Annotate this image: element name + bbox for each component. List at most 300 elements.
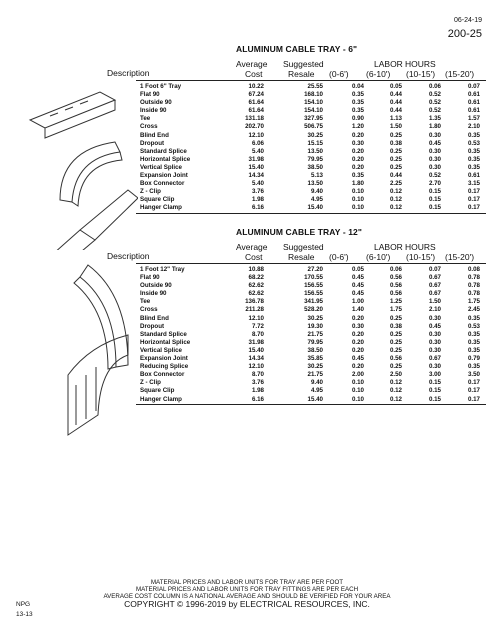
labor-6-10: 0.44 <box>389 99 402 107</box>
col-suggested: Suggested <box>283 242 324 252</box>
labor-10-15: 0.15 <box>428 395 441 403</box>
labor-0-6: 0.20 <box>351 346 364 354</box>
labor-15-20: 0.35 <box>467 363 480 371</box>
item-description: Hanger Clamp <box>140 204 182 212</box>
col-suggested: Suggested <box>283 59 324 69</box>
col-resale: Resale <box>288 252 315 262</box>
labor-0-6: 1.20 <box>351 123 364 131</box>
item-description: Standard Splice <box>140 330 187 338</box>
item-description: Horizontal Splice <box>140 338 191 346</box>
labor-0-6: 0.10 <box>351 188 364 196</box>
labor-10-15: 0.30 <box>428 346 441 354</box>
labor-15-20: 0.17 <box>467 204 480 212</box>
suggested-resale: 4.95 <box>310 196 323 204</box>
labor-10-15: 0.45 <box>428 322 441 330</box>
table-header <box>107 58 486 80</box>
item-description: Outside 90 <box>140 282 172 290</box>
labor-6-10: 0.12 <box>389 188 402 196</box>
item-description: Standard Splice <box>140 147 187 155</box>
suggested-resale: 168.10 <box>304 91 323 99</box>
table-row <box>138 156 486 164</box>
table-row <box>138 99 486 107</box>
average-cost: 8.70 <box>251 371 264 379</box>
copyright: COPYRIGHT © 1996-2019 by ELECTRICAL RESOURCES, INC. <box>124 598 370 609</box>
labor-15-20: 0.35 <box>467 163 480 171</box>
labor-10-15: 0.30 <box>428 330 441 338</box>
labor-10-15: 3.00 <box>428 371 441 379</box>
labor-15-20: 0.61 <box>467 172 480 180</box>
item-description: Expansion Joint <box>140 355 188 363</box>
labor-10-15: 0.30 <box>428 163 441 171</box>
table-6in <box>107 58 486 214</box>
labor-15-20: 1.57 <box>467 115 480 123</box>
col-description: Description <box>107 68 150 78</box>
labor-15-20: 0.35 <box>467 314 480 322</box>
item-description: Cross <box>140 306 158 314</box>
labor-6-10: 0.38 <box>389 139 402 147</box>
suggested-resale: 9.40 <box>310 379 323 387</box>
labor-6-10: 0.12 <box>389 387 402 395</box>
table-row <box>138 396 486 404</box>
labor-6-10: 0.56 <box>389 274 402 282</box>
labor-15-20: 0.17 <box>467 379 480 387</box>
labor-10-15: 0.15 <box>428 379 441 387</box>
labor-6-10: 0.56 <box>389 355 402 363</box>
labor-10-15: 0.30 <box>428 363 441 371</box>
item-description: Expansion Joint <box>140 172 188 180</box>
item-description: Dropout <box>140 139 165 147</box>
table-row <box>138 140 486 148</box>
table-row <box>138 148 486 156</box>
table-row <box>138 83 486 91</box>
labor-10-15: 2.10 <box>428 306 441 314</box>
average-cost: 15.40 <box>248 346 264 354</box>
page-number: 200-25 <box>447 28 482 40</box>
labor-15-20: 0.53 <box>467 322 480 330</box>
labor-6-10: 0.25 <box>389 363 402 371</box>
labor-10-15: 0.30 <box>428 338 441 346</box>
item-description: 1 Foot 6" Tray <box>140 83 182 90</box>
suggested-resale: 156.55 <box>304 282 323 290</box>
suggested-resale: 38.50 <box>307 163 323 171</box>
table-row <box>138 164 486 172</box>
item-description: Vertical Splice <box>140 163 182 171</box>
suggested-resale: 4.95 <box>310 387 323 395</box>
labor-15-20: 0.17 <box>467 196 480 204</box>
labor-10-15: 0.67 <box>428 290 441 298</box>
labor-15-20: 0.79 <box>467 355 480 363</box>
labor-0-6: 0.35 <box>351 99 364 107</box>
col-range-0-6: (0-6') <box>329 252 349 262</box>
col-labor: LABOR <box>374 59 403 69</box>
labor-0-6: 0.30 <box>351 139 364 147</box>
item-description: Square Clip <box>140 387 175 395</box>
labor-15-20: 0.35 <box>467 346 480 354</box>
labor-0-6: 1.40 <box>351 306 364 314</box>
item-description: Flat 90 <box>140 91 160 99</box>
labor-6-10: 1.75 <box>389 306 402 314</box>
labor-0-6: 0.20 <box>351 155 364 163</box>
labor-15-20: 0.07 <box>467 83 480 90</box>
col-hours: HOURS <box>405 59 436 69</box>
labor-6-10: 0.25 <box>389 330 402 338</box>
col-resale: Resale <box>288 69 315 79</box>
average-cost: 6.16 <box>251 204 264 212</box>
average-cost: 61.64 <box>248 107 264 115</box>
labor-10-15: 1.50 <box>428 298 441 306</box>
labor-10-15: 0.30 <box>428 314 441 322</box>
tray-12in-illustration <box>28 255 138 445</box>
average-cost: 3.76 <box>251 188 264 196</box>
labor-0-6: 0.10 <box>351 395 364 403</box>
labor-0-6: 0.10 <box>351 204 364 212</box>
table-row <box>138 363 486 371</box>
labor-0-6: 0.04 <box>351 83 364 90</box>
labor-15-20: 0.35 <box>467 147 480 155</box>
table-body <box>138 81 486 213</box>
average-cost: 1.98 <box>251 387 264 395</box>
labor-15-20: 0.35 <box>467 338 480 346</box>
average-cost: 6.06 <box>251 139 264 147</box>
labor-6-10: 0.25 <box>389 314 402 322</box>
table-row <box>138 347 486 355</box>
labor-15-20: 0.35 <box>467 155 480 163</box>
suggested-resale: 15.40 <box>307 395 323 403</box>
labor-0-6: 0.90 <box>351 115 364 123</box>
labor-10-15: 1.80 <box>428 123 441 131</box>
labor-15-20: 0.78 <box>467 282 480 290</box>
table-row <box>138 107 486 115</box>
table-row <box>138 188 486 196</box>
labor-15-20: 2.45 <box>467 306 480 314</box>
npg-label: NPG <box>16 601 31 608</box>
table-row <box>138 123 486 131</box>
average-cost: 67.24 <box>248 91 264 99</box>
labor-15-20: 0.17 <box>467 188 480 196</box>
item-description: Tee <box>140 115 151 123</box>
labor-6-10: 0.44 <box>389 91 402 99</box>
table-row <box>138 115 486 123</box>
average-cost: 5.40 <box>251 180 264 188</box>
table-row <box>138 298 486 306</box>
col-description: Description <box>107 251 150 261</box>
col-average: Average <box>236 59 268 69</box>
suggested-resale: 506.75 <box>304 123 323 131</box>
labor-0-6: 0.35 <box>351 107 364 115</box>
item-description: Blind End <box>140 314 169 322</box>
labor-10-15: 0.67 <box>428 282 441 290</box>
table-row <box>138 379 486 387</box>
table-row <box>138 290 486 298</box>
labor-10-15: 1.35 <box>428 115 441 123</box>
labor-6-10: 0.12 <box>389 379 402 387</box>
labor-6-10: 2.50 <box>389 371 402 379</box>
table-row <box>138 339 486 347</box>
labor-15-20: 0.61 <box>467 99 480 107</box>
labor-0-6: 0.20 <box>351 147 364 155</box>
suggested-resale: 38.50 <box>307 346 323 354</box>
suggested-resale: 79.95 <box>307 338 323 346</box>
col-range-6-10: (6-10') <box>366 252 391 262</box>
labor-6-10: 0.25 <box>389 147 402 155</box>
item-description: Horizontal Splice <box>140 155 191 163</box>
item-description: Square Clip <box>140 196 175 204</box>
labor-15-20: 1.75 <box>467 298 480 306</box>
labor-6-10: 0.25 <box>389 163 402 171</box>
labor-0-6: 0.20 <box>351 330 364 338</box>
average-cost: 61.64 <box>248 99 264 107</box>
suggested-resale: 341.95 <box>304 298 323 306</box>
labor-6-10: 1.50 <box>389 123 402 131</box>
labor-0-6: 0.20 <box>351 314 364 322</box>
suggested-resale: 5.13 <box>310 172 323 180</box>
labor-6-10: 0.56 <box>389 282 402 290</box>
labor-0-6: 0.10 <box>351 196 364 204</box>
labor-0-6: 0.35 <box>351 91 364 99</box>
labor-6-10: 0.12 <box>389 395 402 403</box>
average-cost: 12.10 <box>248 314 264 322</box>
table-row <box>138 196 486 204</box>
suggested-resale: 154.10 <box>304 99 323 107</box>
average-cost: 131.18 <box>245 115 264 123</box>
table-body <box>138 264 486 404</box>
labor-10-15: 0.15 <box>428 196 441 204</box>
labor-10-15: 0.15 <box>428 387 441 395</box>
average-cost: 62.62 <box>248 282 264 290</box>
table-row <box>138 331 486 339</box>
labor-10-15: 0.67 <box>428 274 441 282</box>
suggested-resale: 35.85 <box>307 355 323 363</box>
average-cost: 68.22 <box>248 274 264 282</box>
suggested-resale: 19.30 <box>307 322 323 330</box>
footer-note-2: MATERIAL PRICES AND LABOR UNITS FOR TRAY FITTINGS ARE PER EACH <box>135 586 359 594</box>
labor-15-20: 0.61 <box>467 107 480 115</box>
labor-0-6: 1.80 <box>351 180 364 188</box>
labor-0-6: 0.45 <box>351 282 364 290</box>
item-description: Vertical Splice <box>140 346 182 354</box>
suggested-resale: 154.10 <box>304 107 323 115</box>
table-row <box>138 274 486 282</box>
average-cost: 10.88 <box>248 266 264 273</box>
item-description: Dropout <box>140 322 165 330</box>
labor-6-10: 0.25 <box>389 155 402 163</box>
labor-15-20: 0.35 <box>467 330 480 338</box>
item-description: Z - Clip <box>140 379 161 387</box>
footer-note-3: AVERAGE COST COLUMN IS A NATIONAL AVERAGE AND SHOULD BE VERIFIED FOR YOUR AREA <box>103 593 391 601</box>
col-range-6-10: (6-10') <box>366 69 391 79</box>
table-header <box>107 241 486 263</box>
table-row <box>138 371 486 379</box>
labor-15-20: 0.17 <box>467 387 480 395</box>
labor-10-15: 0.15 <box>428 188 441 196</box>
table-row <box>138 323 486 331</box>
item-description: Z - Clip <box>140 188 161 196</box>
col-cost: Cost <box>245 252 263 262</box>
item-description: Inside 90 <box>140 290 167 298</box>
average-cost: 202.70 <box>245 123 264 131</box>
table-row <box>138 282 486 290</box>
col-range-10-15: (10-15') <box>406 252 436 262</box>
table-12in <box>107 241 486 405</box>
suggested-resale: 528.20 <box>304 306 323 314</box>
average-cost: 14.34 <box>248 355 264 363</box>
average-cost: 14.34 <box>248 172 264 180</box>
item-description: Blind End <box>140 131 169 139</box>
labor-10-15: 0.52 <box>428 91 441 99</box>
footer-notes <box>0 579 494 608</box>
labor-15-20: 0.17 <box>467 395 480 403</box>
labor-0-6: 0.45 <box>351 290 364 298</box>
labor-6-10: 0.56 <box>389 290 402 298</box>
item-description: Tee <box>140 298 151 306</box>
average-cost: 8.70 <box>251 330 264 338</box>
labor-0-6: 0.20 <box>351 338 364 346</box>
average-cost: 3.76 <box>251 379 264 387</box>
labor-6-10: 0.44 <box>389 107 402 115</box>
labor-15-20: 3.50 <box>467 371 480 379</box>
labor-6-10: 1.25 <box>389 298 402 306</box>
item-description: Reducing Splice <box>140 363 189 371</box>
suggested-resale: 21.75 <box>307 371 323 379</box>
labor-6-10: 0.06 <box>389 266 402 273</box>
col-labor: LABOR <box>374 242 403 252</box>
item-description: Cross <box>140 123 158 131</box>
average-cost: 31.98 <box>248 338 264 346</box>
table-row <box>138 306 486 314</box>
col-range-0-6: (0-6') <box>329 69 349 79</box>
labor-10-15: 0.06 <box>428 83 441 90</box>
suggested-resale: 15.40 <box>307 204 323 212</box>
suggested-resale: 21.75 <box>307 330 323 338</box>
npg-number: 13-13 <box>16 611 33 618</box>
labor-6-10: 0.25 <box>389 346 402 354</box>
item-description: Hanger Clamp <box>140 395 182 403</box>
labor-0-6: 1.00 <box>351 298 364 306</box>
table-row <box>138 204 486 212</box>
suggested-resale: 30.25 <box>307 131 323 139</box>
average-cost: 62.62 <box>248 290 264 298</box>
suggested-resale: 15.15 <box>307 139 323 147</box>
labor-15-20: 0.78 <box>467 274 480 282</box>
labor-6-10: 0.25 <box>389 131 402 139</box>
labor-6-10: 0.12 <box>389 204 402 212</box>
item-description: Box Connector <box>140 180 185 188</box>
suggested-resale: 27.20 <box>307 266 323 273</box>
labor-10-15: 0.30 <box>428 131 441 139</box>
labor-6-10: 1.13 <box>389 115 402 123</box>
labor-0-6: 0.10 <box>351 379 364 387</box>
average-cost: 12.10 <box>248 131 264 139</box>
table-row <box>138 387 486 395</box>
labor-10-15: 0.52 <box>428 107 441 115</box>
labor-15-20: 0.53 <box>467 139 480 147</box>
labor-15-20: 0.08 <box>467 266 480 273</box>
suggested-resale: 13.50 <box>307 147 323 155</box>
labor-6-10: 0.05 <box>389 83 402 90</box>
labor-0-6: 0.45 <box>351 274 364 282</box>
labor-6-10: 2.25 <box>389 180 402 188</box>
table-row <box>138 91 486 99</box>
labor-15-20: 0.35 <box>467 131 480 139</box>
labor-10-15: 0.45 <box>428 139 441 147</box>
footer-note-1: MATERIAL PRICES AND LABOR UNITS FOR TRAY ARE PER FOOT <box>150 579 344 586</box>
labor-6-10: 0.12 <box>389 196 402 204</box>
labor-10-15: 0.30 <box>428 147 441 155</box>
suggested-resale: 30.25 <box>307 363 323 371</box>
labor-10-15: 0.52 <box>428 172 441 180</box>
labor-15-20: 3.15 <box>467 180 480 188</box>
labor-6-10: 0.44 <box>389 172 402 180</box>
average-cost: 12.10 <box>248 363 264 371</box>
average-cost: 6.16 <box>251 395 264 403</box>
labor-0-6: 0.35 <box>351 172 364 180</box>
labor-10-15: 2.70 <box>428 180 441 188</box>
suggested-resale: 156.55 <box>304 290 323 298</box>
average-cost: 211.28 <box>245 306 264 314</box>
table-row <box>138 266 486 274</box>
labor-10-15: 0.07 <box>428 266 441 273</box>
suggested-resale: 79.95 <box>307 155 323 163</box>
col-range-10-15: (10-15') <box>406 69 436 79</box>
average-cost: 5.40 <box>251 147 264 155</box>
table-bottom-rule <box>136 213 486 214</box>
labor-0-6: 0.20 <box>351 131 364 139</box>
labor-0-6: 0.45 <box>351 355 364 363</box>
table-row <box>138 180 486 188</box>
col-cost: Cost <box>245 69 263 79</box>
table-bottom-rule <box>136 404 486 405</box>
labor-10-15: 0.30 <box>428 155 441 163</box>
col-range-15-20: (15-20') <box>445 69 475 79</box>
average-cost: 10.22 <box>248 83 264 90</box>
labor-0-6: 0.05 <box>351 266 364 273</box>
average-cost: 31.98 <box>248 155 264 163</box>
average-cost: 1.98 <box>251 196 264 204</box>
suggested-resale: 9.40 <box>310 188 323 196</box>
table-row <box>138 355 486 363</box>
suggested-resale: 13.50 <box>307 180 323 188</box>
labor-10-15: 0.15 <box>428 204 441 212</box>
tray-6in-illustration <box>20 80 138 250</box>
labor-15-20: 0.78 <box>467 290 480 298</box>
labor-0-6: 0.30 <box>351 322 364 330</box>
page-date: 06-24-19 <box>453 17 482 24</box>
labor-6-10: 0.25 <box>389 338 402 346</box>
labor-15-20: 2.10 <box>467 123 480 131</box>
col-hours: HOURS <box>405 242 436 252</box>
labor-0-6: 0.20 <box>351 363 364 371</box>
col-range-15-20: (15-20') <box>445 252 475 262</box>
average-cost: 136.78 <box>245 298 264 306</box>
suggested-resale: 30.25 <box>307 314 323 322</box>
average-cost: 7.72 <box>251 322 264 330</box>
suggested-resale: 170.55 <box>304 274 323 282</box>
average-cost: 15.40 <box>248 163 264 171</box>
labor-0-6: 0.10 <box>351 387 364 395</box>
labor-10-15: 0.52 <box>428 99 441 107</box>
item-description: Flat 90 <box>140 274 160 282</box>
table-row <box>138 315 486 323</box>
section-title-6in: ALUMINUM CABLE TRAY - 6" <box>236 44 358 54</box>
section-title-12in: ALUMINUM CABLE TRAY - 12" <box>236 227 363 237</box>
labor-0-6: 0.20 <box>351 163 364 171</box>
suggested-resale: 327.95 <box>304 115 323 123</box>
labor-15-20: 0.61 <box>467 91 480 99</box>
table-row <box>138 172 486 180</box>
suggested-resale: 25.55 <box>307 83 323 90</box>
item-description: Inside 90 <box>140 107 167 115</box>
item-description: 1 Foot 12" Tray <box>140 266 185 273</box>
